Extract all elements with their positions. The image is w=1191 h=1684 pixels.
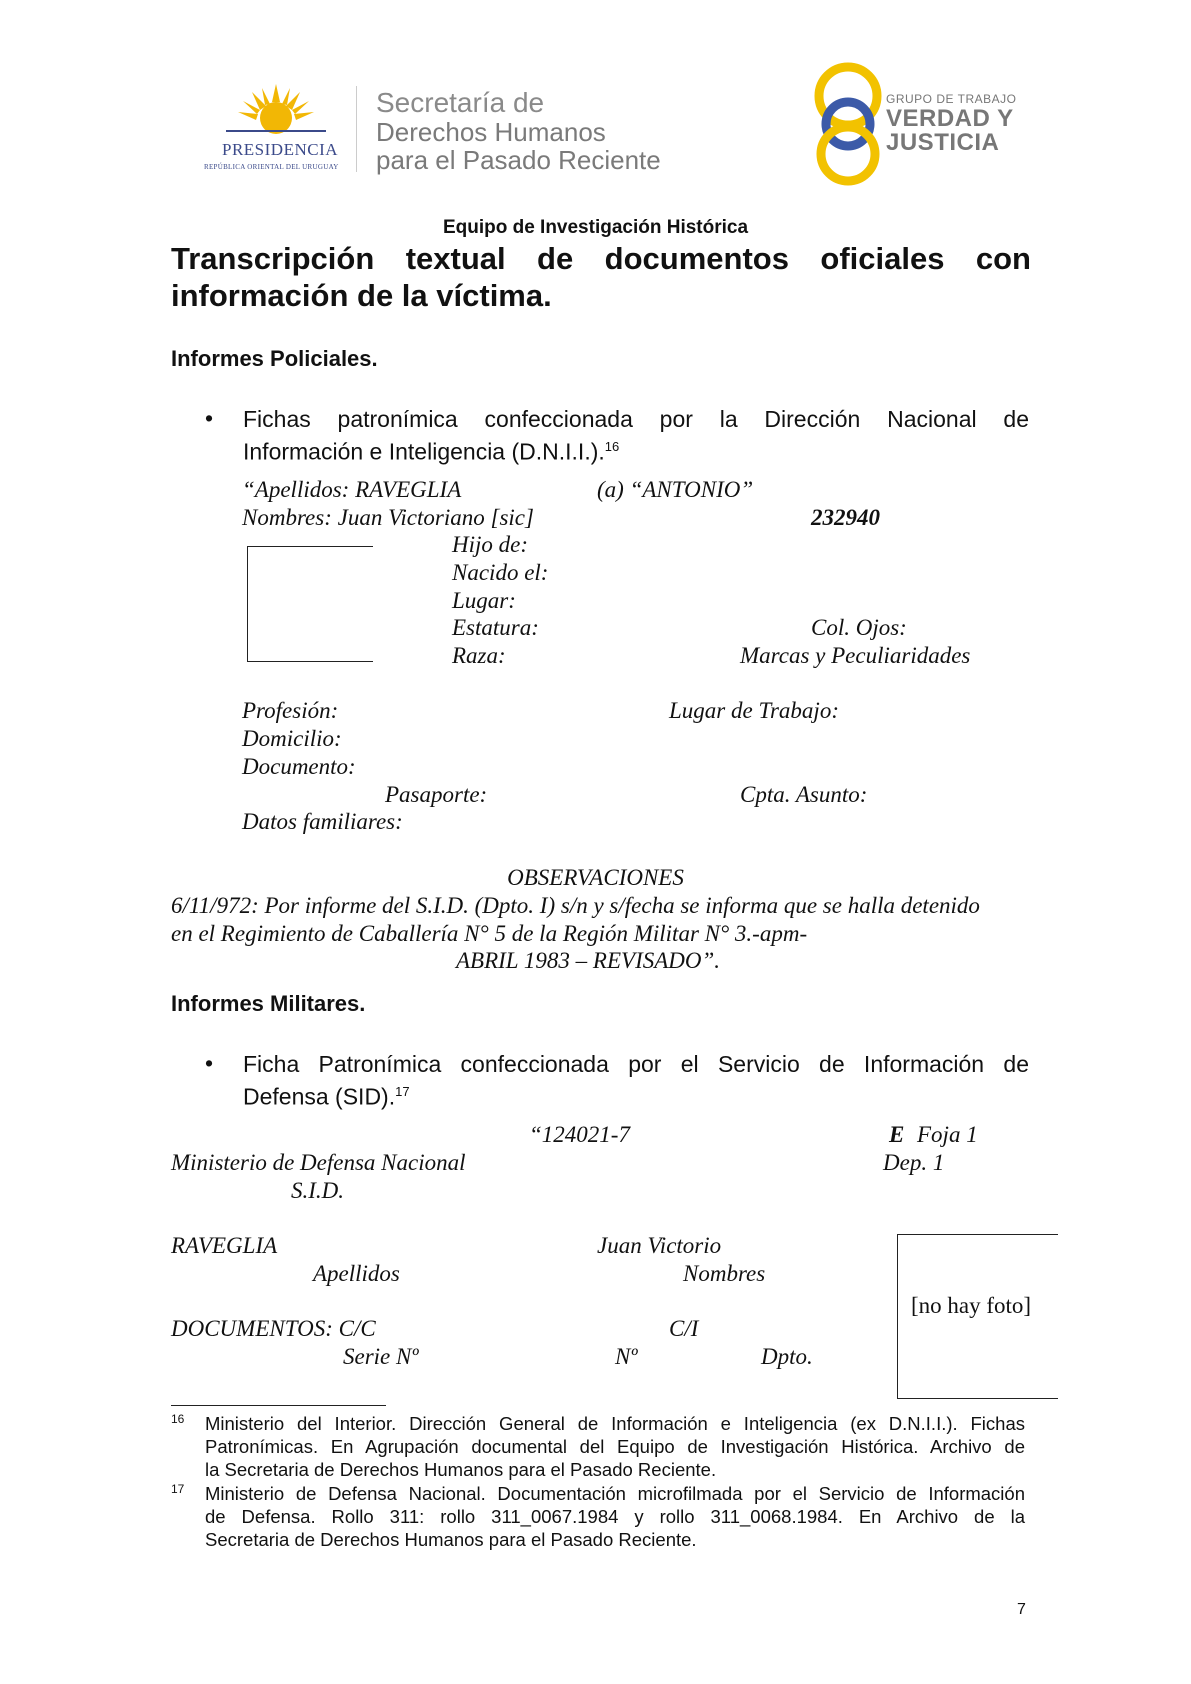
footnote-number: 17 [171,1482,185,1496]
presidencia-sublabel: REPÚBLICA ORIENTAL DEL URUGUAY [204,163,339,171]
secretaria-line2: Derechos Humanos [376,117,606,147]
rings-icon [812,62,884,186]
footnote-text-line: Secretaria de Derechos Humanos para el Pasado Reciente. [205,1529,697,1550]
footnote-number: 16 [171,1412,185,1426]
secretaria-logo [376,88,661,174]
field-pasaporte: Pasaporte: [385,782,488,807]
bullet2-line2 [243,1078,1029,1111]
verdad-justicia-logo [812,62,1022,187]
field-cpta-asunto: Cpta. Asunto: [740,782,868,807]
gtvj-line3: JUSTICIA [886,129,1000,156]
bullet1-line2 [243,433,1029,466]
field-numero: 232940 [811,505,880,530]
gtvj-line2: VERDAD Y [886,105,1014,132]
bullet1-line1: Fichas patronímica confeccionada por la Dirección Nacional de [243,406,1029,432]
field-lugar: Lugar: [452,588,516,613]
field-hijo-de: Hijo de: [452,532,529,557]
field-estatura: Estatura: [452,615,539,640]
field-marcas: Marcas y Peculiaridades [740,643,971,668]
ficha-e: E [889,1122,905,1147]
field-datos-familiares: Datos familiares: [242,809,403,834]
footnote-text-line: Patronímicas. En Agrupación documental del Equipo de Investigación Histórica. Archivo de [205,1436,1025,1457]
ficha-serie: Serie Nº [343,1344,419,1369]
footnote-text-line: de Defensa. Rollo 311: rollo 311_0067.1984 y rollo 311_0068.1984. En Archivo de la [205,1506,1025,1527]
ficha-ministerio: Ministerio de Defensa Nacional [171,1150,466,1175]
footnote-ref-17[interactable]: 17 [395,1084,410,1099]
ficha-dep: Dep. 1 [883,1150,945,1175]
photo-frame [247,546,373,662]
ficha-apellido-valor: RAVEGLIA [171,1233,278,1258]
page-title-line1: Transcripción textual de documentos oficiales con [171,241,1031,276]
presidencia-logo [196,82,356,172]
field-alias: (a) “ANTONIO” [597,477,754,502]
field-lugar-trabajo: Lugar de Trabajo: [669,698,839,723]
ficha-numero: “124021-7 [529,1122,630,1147]
section-heading-policiales: Informes Policiales. [171,346,378,371]
team-heading: Equipo de Investigación Histórica [442,217,749,238]
observaciones-line2: en el Regimiento de Caballería N° 5 de la Región Militar N° 3.-apm- [171,921,808,946]
footnote-separator [171,1405,386,1406]
ficha-dpto: Dpto. [761,1344,813,1369]
bullet2-line1: Ficha Patronímica confeccionada por el Servicio de Información de [243,1051,1029,1077]
page-number: 7 [1017,1601,1026,1618]
observaciones-title: OBSERVACIONES [507,865,684,890]
ficha-ci: C/I [669,1316,699,1341]
field-nacido-el: Nacido el: [452,560,549,585]
ficha-no: Nº [615,1344,638,1369]
ficha-nombre-valor: Juan Victorio [597,1233,722,1258]
page-title-line2: información de la víctima. [171,278,552,313]
gtvj-line1: GRUPO DE TRABAJO [886,92,1017,106]
secretaria-line1: Secretaría de [376,87,545,118]
observaciones-line3: ABRIL 1983 – REVISADO”. [456,948,721,973]
observaciones-line1: 6/11/972: Por informe del S.I.D. (Dpto. I) s/n y s/fecha se informa que se halla detenido [171,893,980,918]
secretaria-line3: para el Pasado Reciente [376,145,661,175]
bullet2-line2-text: Defensa (SID). [243,1083,396,1110]
ficha-foja: Foja 1 [917,1122,978,1147]
bullet-dot: • [205,405,214,431]
footnote-text-line: Ministerio de Defensa Nacional. Documentación microfilmada por el Servicio de Información [205,1483,1025,1504]
field-raza: Raza: [452,643,506,668]
sun-icon [196,82,356,142]
field-apellidos: “Apellidos: RAVEGLIA [242,477,462,502]
section-heading-militares: Informes Militares. [171,991,366,1016]
field-domicilio: Domicilio: [242,726,342,751]
bullet-dot: • [205,1050,214,1076]
ficha-sid: S.I.D. [291,1178,345,1203]
bullet1-line2-text: Información e Inteligencia (D.N.I.I.). [243,438,605,465]
presidencia-label: PRESIDENCIA [222,140,339,159]
ficha-documentos: DOCUMENTOS: C/C [171,1316,376,1341]
ficha-apellidos-label: Apellidos [313,1261,400,1286]
footnote-ref-16[interactable]: 16 [604,439,620,454]
field-profesion: Profesión: [242,698,339,723]
field-col-ojos: Col. Ojos: [811,615,907,640]
footnote-text-line: Ministerio del Interior. Dirección General de Información e Inteligencia (ex D.N.I.I.). Fichas [205,1413,1025,1434]
header-divider [356,86,357,172]
ficha-nombres-label: Nombres [683,1261,766,1286]
photo-placeholder: [no hay foto] [911,1293,1032,1318]
field-documento: Documento: [242,754,356,779]
field-nombres: Nombres: Juan Victoriano [sic] [242,505,534,530]
footnote-text-line: la Secretaria de Derechos Humanos para el Pasado Reciente. [205,1459,717,1480]
